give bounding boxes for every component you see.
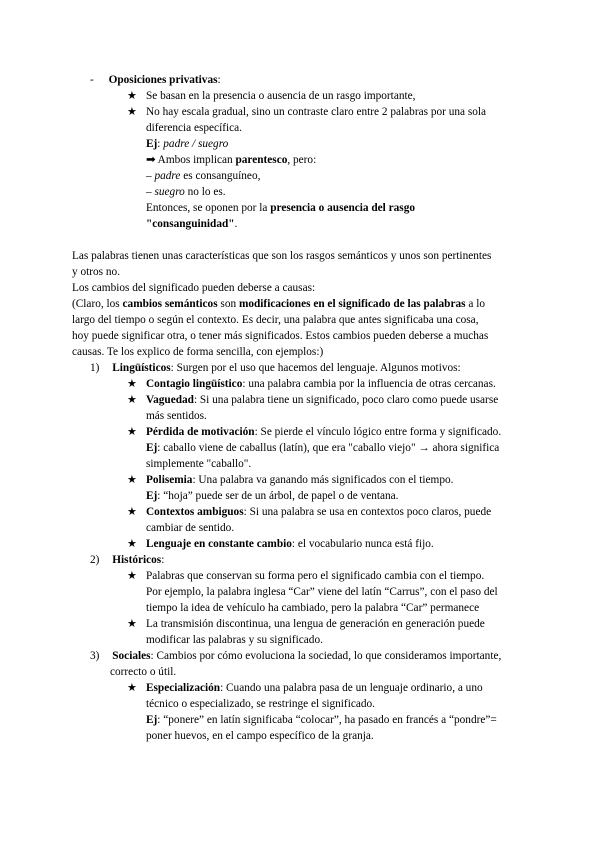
ej-label: Ej <box>146 714 158 726</box>
item-bold: Contagio lingüístico <box>146 378 243 390</box>
s1-item-5 <box>146 504 491 520</box>
intro-p3-line-4: causas. Te los explico de forma sencilla, con ejemplos:) <box>72 346 324 358</box>
section-1-heading <box>90 360 461 376</box>
padre-tail: es consanguíneo, <box>180 170 261 182</box>
star-icon: ★ <box>127 90 137 102</box>
item-bold: Vaguedad <box>146 394 194 406</box>
item-bold: Polisemia <box>146 474 193 486</box>
oposiciones-heading <box>90 72 221 88</box>
suegro-italic: suegro <box>154 186 185 198</box>
concl-pre: Entonces, se oponen por la <box>146 202 271 214</box>
arrow-tail: , pero: <box>287 154 317 166</box>
opos-bullet-2-line-1: No hay escala gradual, sino un contraste claro entre 2 palabras por una sola <box>146 106 487 118</box>
concl-end: . <box>234 218 238 230</box>
item-bold: Especialización <box>146 682 221 694</box>
opos-bullet-2-line-2: diferencia específica. <box>146 122 242 134</box>
s1-item-3-line-3: simplemente "caballo". <box>146 458 252 470</box>
section-number: 3) <box>90 650 100 662</box>
section-3-text: : Cambios por cómo evoluciona la sociedad, lo que consideramos importante, <box>150 650 502 662</box>
item-text: : Se pierde el vínculo lógico entre forma y significado. <box>254 426 502 438</box>
s1-item-2-line-2: más sentidos. <box>146 410 207 422</box>
ej-italic: padre / suegro <box>163 138 229 150</box>
concl-bold-2: "consanguinidad" <box>146 218 235 230</box>
opos-suegro-line <box>146 184 226 200</box>
dash: – <box>146 186 155 198</box>
arrow-bold: parentesco <box>235 154 288 166</box>
item-text: : el vocabulario nunca está fijo. <box>291 538 434 550</box>
opos-conclusion-line-1 <box>146 200 415 216</box>
ej-sep: : <box>157 138 164 150</box>
intro-p1-line-2: y otros no. <box>72 266 121 278</box>
section-number: 2) <box>90 554 100 566</box>
item-bold: Pérdida de motivación <box>146 426 255 438</box>
item-text: : Una palabra va ganando más significados con el tiempo. <box>192 474 454 486</box>
list-dash: - <box>90 74 94 86</box>
intro-p3-line-1 <box>72 296 485 312</box>
p3-pre: (Claro, los <box>72 298 123 310</box>
colon: : <box>161 554 165 566</box>
section-2-title: Históricos <box>112 554 162 566</box>
star-icon: ★ <box>127 506 137 518</box>
section-3-heading <box>90 648 501 664</box>
oposiciones-title: Oposiciones privativas <box>108 74 218 86</box>
arrow-text: ➡ Ambos implican <box>146 154 236 166</box>
s2-item-1-line-1: Palabras que conservan su forma pero el significado cambia con el tiempo. <box>146 570 485 582</box>
colon: : <box>217 74 221 86</box>
item-text: : Cuando una palabra pasa de un lenguaje ordinario, a uno <box>220 682 483 694</box>
section-1-title: Lingüísticos <box>112 362 171 374</box>
s2-item-1-line-3: tiempo la idea de vehículo ha cambiado, pero la palabra “Car” permanece <box>146 602 480 614</box>
item-bold: Lenguaje en constante cambio <box>146 538 292 550</box>
ej-label: Ej <box>146 138 158 150</box>
star-icon: ★ <box>127 538 137 550</box>
s1-item-4-example <box>146 488 399 504</box>
star-icon: ★ <box>127 426 137 438</box>
s3-item-1 <box>146 680 483 696</box>
ej-text: : caballo viene de caballus (latín), que era "caballo viejo" → ahora significa <box>157 442 500 454</box>
suegro-tail: no lo es. <box>184 186 226 198</box>
section-3-title: Sociales <box>112 650 151 662</box>
s3-item-1-line-2: técnico o especializado, se restringe el significado. <box>146 698 375 710</box>
p3-bold-1: cambios semánticos <box>122 298 218 310</box>
star-icon: ★ <box>127 618 137 630</box>
opos-arrow-line <box>146 152 316 168</box>
ej-label: Ej <box>146 490 158 502</box>
intro-p2: Los cambios del significado pueden deberse a causas: <box>72 282 316 294</box>
intro-p1-line-1: Las palabras tienen unas características que son los rasgos semánticos y unos son pertinentes <box>72 250 492 262</box>
intro-p3-line-2: largo del tiempo o según el contexto. Es decir, una palabra que antes significaba una cosa, <box>72 314 479 326</box>
star-icon: ★ <box>127 682 137 694</box>
section-number: 1) <box>90 362 100 374</box>
star-icon: ★ <box>127 378 137 390</box>
item-bold: Contextos ambiguos <box>146 506 244 518</box>
star-icon: ★ <box>127 570 137 582</box>
s1-item-1 <box>146 376 496 392</box>
item-text: : Si una palabra se usa en contextos poco claros, puede <box>243 506 492 518</box>
section-2-heading <box>90 552 164 568</box>
item-text: : Si una palabra tiene un significado, poco claro como puede usarse <box>193 394 499 406</box>
p3-mid: son <box>217 298 239 310</box>
section-1-text: : Surgen por el uso que hacemos del lenguaje. Algunos motivos: <box>170 362 461 374</box>
s1-item-5-line-2: cambiar de sentido. <box>146 522 235 534</box>
opos-bullet-1: Se basan en la presencia o ausencia de un rasgo importante, <box>146 90 416 102</box>
star-icon: ★ <box>127 394 137 406</box>
s1-item-4 <box>146 472 453 488</box>
item-text: : una palabra cambia por la influencia de otras cercanas. <box>242 378 496 390</box>
intro-p3-line-3: hoy puede significar otra, o tener más significados. Estos cambios pueden deberse a muchas <box>72 330 489 342</box>
s1-item-3 <box>146 424 501 440</box>
s2-item-2-line-1: La transmisión discontinua, una lengua de generación en generación puede <box>146 618 485 630</box>
ej-text: : “hoja” puede ser de un árbol, de papel o de ventana. <box>157 490 399 502</box>
s3-item-1-line-4: poner huevos, en el campo específico de la granja. <box>146 730 374 742</box>
ej-label: Ej <box>146 442 158 454</box>
s2-item-2-line-2: modificar las palabras y su significado. <box>146 634 323 646</box>
s3-item-1-example <box>146 712 497 728</box>
star-icon: ★ <box>127 106 137 118</box>
padre-italic: padre <box>154 170 181 182</box>
star-icon: ★ <box>127 474 137 486</box>
s2-item-1-line-2: Por ejemplo, la palabra inglesa “Car” viene del latín “Carrus”, con el paso del <box>146 586 498 598</box>
p3-end: a lo <box>465 298 485 310</box>
opos-conclusion-line-2 <box>146 216 237 232</box>
section-3-line-2: correcto o útil. <box>110 666 177 678</box>
p3-bold-2: modificaciones en el significado de las palabras <box>238 298 466 310</box>
opos-padre-line <box>146 168 260 184</box>
s1-item-3-example <box>146 440 499 456</box>
s1-item-6 <box>146 536 434 552</box>
opos-example <box>146 136 228 152</box>
dash: – <box>146 170 155 182</box>
concl-bold: presencia o ausencia del rasgo <box>270 202 415 214</box>
s1-item-2 <box>146 392 498 408</box>
ej-text: : “ponere” en latín significaba “colocar”, ha pasado en francés a “pondre”= <box>157 714 497 726</box>
